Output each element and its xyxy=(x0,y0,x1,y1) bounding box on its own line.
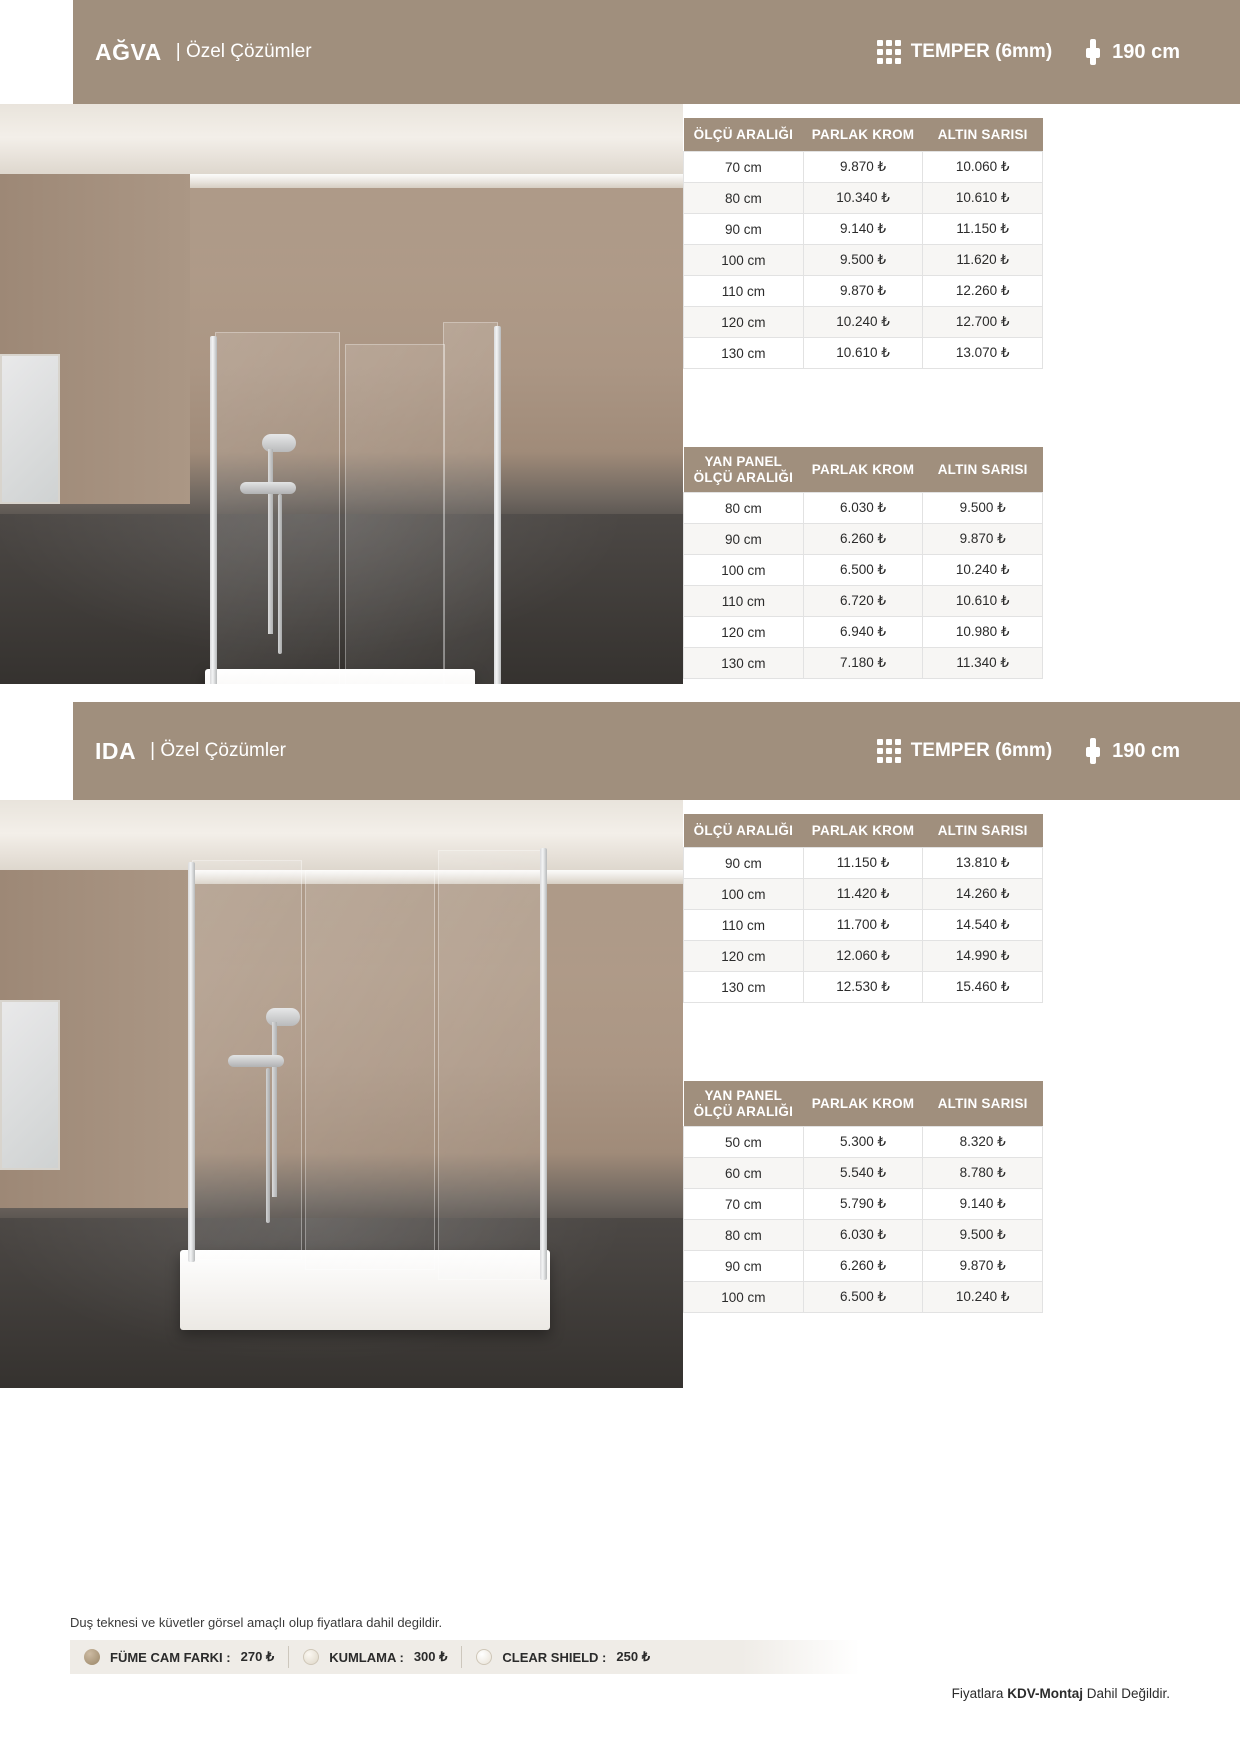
cell-size: 100 cm xyxy=(684,879,804,910)
table-row xyxy=(684,910,1043,941)
table-row xyxy=(684,214,1043,245)
col-header-size: ÖLÇÜ ARALIĞI xyxy=(684,118,804,152)
cell-size: 50 cm xyxy=(684,1127,804,1158)
cell-gold: 10.610 ₺ xyxy=(923,586,1043,617)
footer-options-bar xyxy=(70,1640,1170,1674)
cell-gold: 8.780 ₺ xyxy=(923,1158,1043,1189)
table-row xyxy=(684,276,1043,307)
shower-glass-door xyxy=(443,322,498,684)
section-subtitle: | Özel Çözümler xyxy=(175,41,312,62)
table-row xyxy=(684,183,1043,214)
cell-gold: 9.870 ₺ xyxy=(923,1251,1043,1282)
table-row xyxy=(684,972,1043,1003)
cell-chrome: 7.180 ₺ xyxy=(803,648,923,679)
cell-gold: 9.500 ₺ xyxy=(923,493,1043,524)
price-tables-ida xyxy=(683,814,1240,1313)
col-header-chrome: PARLAK KROM xyxy=(803,814,923,848)
shower-post-right xyxy=(540,848,547,1280)
shower-post-left xyxy=(188,862,195,1262)
cell-chrome: 9.140 ₺ xyxy=(803,214,923,245)
cell-gold: 14.260 ₺ xyxy=(923,879,1043,910)
table-spacer xyxy=(683,369,1240,447)
height-label: 190 cm xyxy=(1112,739,1180,762)
kdv-suffix: Dahil Değildir. xyxy=(1082,1686,1170,1701)
cell-chrome: 9.870 ₺ xyxy=(803,152,923,183)
cell-size: 80 cm xyxy=(684,493,804,524)
cell-gold: 10.240 ₺ xyxy=(923,555,1043,586)
cell-gold: 10.060 ₺ xyxy=(923,152,1043,183)
shower-glass-side xyxy=(345,344,445,684)
glass-type-group xyxy=(877,739,1052,763)
cell-chrome: 6.500 ₺ xyxy=(803,1282,923,1313)
height-ruler-icon xyxy=(1086,39,1100,65)
table-row xyxy=(684,648,1043,679)
cell-size: 100 cm xyxy=(684,555,804,586)
floor xyxy=(0,514,683,684)
cell-size: 70 cm xyxy=(684,152,804,183)
band-divider xyxy=(70,702,73,800)
cell-size: 70 cm xyxy=(684,1189,804,1220)
section-header-ida xyxy=(0,702,1240,800)
shower-mixer xyxy=(228,1055,284,1067)
shower-glass-door xyxy=(438,850,543,1280)
cell-chrome: 6.500 ₺ xyxy=(803,555,923,586)
cell-gold: 9.140 ₺ xyxy=(923,1189,1043,1220)
cell-size: 90 cm xyxy=(684,524,804,555)
section-subtitle: | Özel Çözümler xyxy=(150,740,286,761)
shower-slide-bar xyxy=(272,1022,277,1197)
clearshield-swatch-icon xyxy=(476,1649,492,1665)
table-row xyxy=(684,1158,1043,1189)
fume-swatch-icon xyxy=(84,1649,100,1665)
footer-kdv-note xyxy=(952,1686,1170,1701)
price-table-main-ida xyxy=(683,814,1043,1003)
product-section-ida xyxy=(0,702,1240,1388)
cell-chrome: 5.790 ₺ xyxy=(803,1189,923,1220)
product-section-agva xyxy=(0,0,1240,684)
col-header-gold: ALTIN SARISI xyxy=(923,814,1043,848)
section-header-specs xyxy=(877,738,1240,764)
glass-dots-icon xyxy=(877,739,901,763)
col-header-line2: ÖLÇÜ ARALIĞI xyxy=(693,1103,794,1119)
shower-mixer xyxy=(240,482,296,494)
cell-size: 90 cm xyxy=(684,214,804,245)
table-row xyxy=(684,941,1043,972)
cell-gold: 13.810 ₺ xyxy=(923,848,1043,879)
cell-gold: 14.540 ₺ xyxy=(923,910,1043,941)
cell-gold: 9.500 ₺ xyxy=(923,1220,1043,1251)
cell-chrome: 11.150 ₺ xyxy=(803,848,923,879)
cell-chrome: 6.940 ₺ xyxy=(803,617,923,648)
table-row xyxy=(684,1189,1043,1220)
cell-size: 130 cm xyxy=(684,972,804,1003)
cell-chrome: 11.420 ₺ xyxy=(803,879,923,910)
glass-dots-icon xyxy=(877,40,901,64)
table-row xyxy=(684,152,1043,183)
glass-type-group xyxy=(877,40,1052,64)
footer-option-value: 300 ₺ xyxy=(413,1649,448,1664)
cell-chrome: 5.540 ₺ xyxy=(803,1158,923,1189)
cell-size: 120 cm xyxy=(684,307,804,338)
cell-chrome: 6.260 ₺ xyxy=(803,1251,923,1282)
cell-gold: 11.340 ₺ xyxy=(923,648,1043,679)
band-divider xyxy=(70,0,73,104)
section-gap xyxy=(0,684,1240,702)
table-row xyxy=(684,245,1043,276)
cell-gold: 14.990 ₺ xyxy=(923,941,1043,972)
cell-chrome: 11.700 ₺ xyxy=(803,910,923,941)
cell-chrome: 9.870 ₺ xyxy=(803,276,923,307)
cell-chrome: 10.340 ₺ xyxy=(803,183,923,214)
table-row xyxy=(684,1127,1043,1158)
cell-chrome: 6.030 ₺ xyxy=(803,493,923,524)
height-ruler-icon xyxy=(1086,738,1100,764)
cell-size: 110 cm xyxy=(684,586,804,617)
shower-hose xyxy=(278,494,282,654)
table-row xyxy=(684,879,1043,910)
table-row xyxy=(684,493,1043,524)
cell-chrome: 6.720 ₺ xyxy=(803,586,923,617)
bathroom-scene-1 xyxy=(0,104,683,684)
table-row xyxy=(684,338,1043,369)
product-photo-agva xyxy=(0,104,683,684)
section-title: AĞVA xyxy=(95,38,162,65)
cell-size: 100 cm xyxy=(684,245,804,276)
cell-chrome: 5.300 ₺ xyxy=(803,1127,923,1158)
table-row xyxy=(684,617,1043,648)
cell-gold: 10.610 ₺ xyxy=(923,183,1043,214)
height-group xyxy=(1086,39,1180,65)
product-photo-ida xyxy=(0,800,683,1388)
cell-gold: 11.150 ₺ xyxy=(923,214,1043,245)
table-header-row xyxy=(684,447,1043,493)
kdv-prefix: Fiyatlara xyxy=(951,1686,1008,1701)
section-header-agva xyxy=(0,0,1240,104)
col-header-line2: ÖLÇÜ ARALIĞI xyxy=(693,469,794,485)
col-header-gold: ALTIN SARISI xyxy=(923,118,1043,152)
cell-chrome: 10.240 ₺ xyxy=(803,307,923,338)
table-row xyxy=(684,848,1043,879)
table-header-row xyxy=(684,814,1043,848)
section-header-specs xyxy=(877,39,1240,65)
band-left-white-block xyxy=(0,0,70,104)
cell-size: 90 cm xyxy=(684,1251,804,1282)
mirror xyxy=(0,1000,60,1170)
cell-gold: 13.070 ₺ xyxy=(923,338,1043,369)
shower-slide-bar xyxy=(268,449,273,634)
footer-option-label: CLEAR SHIELD : xyxy=(502,1649,607,1665)
cell-chrome: 6.030 ₺ xyxy=(803,1220,923,1251)
shower-hose xyxy=(266,1068,270,1223)
footer-option-kumlama xyxy=(289,1640,461,1674)
price-tables-agva xyxy=(683,118,1240,679)
glass-type-label: TEMPER (6mm) xyxy=(910,41,1053,62)
cell-size: 120 cm xyxy=(684,617,804,648)
price-table-main-agva xyxy=(683,118,1043,369)
footer-option-clearshield xyxy=(462,1640,664,1674)
cell-gold: 12.260 ₺ xyxy=(923,276,1043,307)
col-header-line1: YAN PANEL xyxy=(704,454,783,469)
cell-gold: 8.320 ₺ xyxy=(923,1127,1043,1158)
footer-options-list xyxy=(70,1640,664,1674)
shower-post-right xyxy=(494,326,501,684)
col-header-chrome: PARLAK KROM xyxy=(803,1081,923,1127)
col-header-chrome: PARLAK KROM xyxy=(803,447,923,493)
table-header-row xyxy=(684,118,1043,152)
cell-gold: 12.700 ₺ xyxy=(923,307,1043,338)
col-header-sidepanel-size xyxy=(684,1081,804,1127)
footer-option-fume xyxy=(70,1640,288,1674)
cell-size: 110 cm xyxy=(684,910,804,941)
cell-chrome: 10.610 ₺ xyxy=(803,338,923,369)
table-row xyxy=(684,1251,1043,1282)
col-header-gold: ALTIN SARISI xyxy=(923,1081,1043,1127)
table-spacer xyxy=(683,1003,1240,1081)
col-header-line1: YAN PANEL xyxy=(704,1088,783,1103)
height-group xyxy=(1086,738,1180,764)
table-row xyxy=(684,307,1043,338)
table-row xyxy=(684,555,1043,586)
table-row xyxy=(684,1220,1043,1251)
cell-gold: 10.240 ₺ xyxy=(923,1282,1043,1313)
price-table-sidepanel-agva xyxy=(683,447,1043,679)
footer-option-label: KUMLAMA : xyxy=(329,1649,404,1665)
band-left-white-block xyxy=(0,702,70,800)
col-header-gold: ALTIN SARISI xyxy=(923,447,1043,493)
cell-chrome: 9.500 ₺ xyxy=(803,245,923,276)
footer-option-value: 250 ₺ xyxy=(616,1649,650,1664)
kumlama-swatch-icon xyxy=(303,1649,319,1665)
cell-gold: 9.870 ₺ xyxy=(923,524,1043,555)
cell-size: 120 cm xyxy=(684,941,804,972)
col-header-sidepanel-size xyxy=(684,447,804,493)
cell-chrome: 6.260 ₺ xyxy=(803,524,923,555)
table-row xyxy=(684,524,1043,555)
table-row xyxy=(684,586,1043,617)
shower-glass-side xyxy=(305,870,435,1270)
footer-option-value: 270 ₺ xyxy=(240,1649,275,1664)
height-label: 190 cm xyxy=(1112,40,1180,63)
glass-type-label: TEMPER (6mm) xyxy=(910,740,1053,761)
cell-size: 130 cm xyxy=(684,648,804,679)
col-header-chrome: PARLAK KROM xyxy=(803,118,923,152)
cell-size: 100 cm xyxy=(684,1282,804,1313)
cell-gold: 11.620 ₺ xyxy=(923,245,1043,276)
cell-chrome: 12.060 ₺ xyxy=(803,941,923,972)
shower-post-left xyxy=(210,336,217,684)
cell-size: 60 cm xyxy=(684,1158,804,1189)
cell-gold: 10.980 ₺ xyxy=(923,617,1043,648)
cell-chrome: 12.530 ₺ xyxy=(803,972,923,1003)
bathroom-scene-2 xyxy=(0,800,683,1388)
cell-size: 80 cm xyxy=(684,183,804,214)
section-title: IDA xyxy=(95,737,137,764)
cell-size: 110 cm xyxy=(684,276,804,307)
col-header-size: ÖLÇÜ ARALIĞI xyxy=(684,814,804,848)
kdv-bold: KDV-Montaj xyxy=(1007,1686,1083,1701)
cell-size: 80 cm xyxy=(684,1220,804,1251)
table-row xyxy=(684,1282,1043,1313)
price-table-sidepanel-ida xyxy=(683,1081,1043,1313)
footer-option-label: FÜME CAM FARKI : xyxy=(110,1649,231,1665)
table-header-row xyxy=(684,1081,1043,1127)
cell-gold: 15.460 ₺ xyxy=(923,972,1043,1003)
cell-size: 90 cm xyxy=(684,848,804,879)
mirror xyxy=(0,354,60,504)
footer-disclaimer: Duş teknesi ve küvetler görsel amaçlı olup fiyatlara dahil degildir. xyxy=(70,1615,443,1630)
cell-size: 130 cm xyxy=(684,338,804,369)
